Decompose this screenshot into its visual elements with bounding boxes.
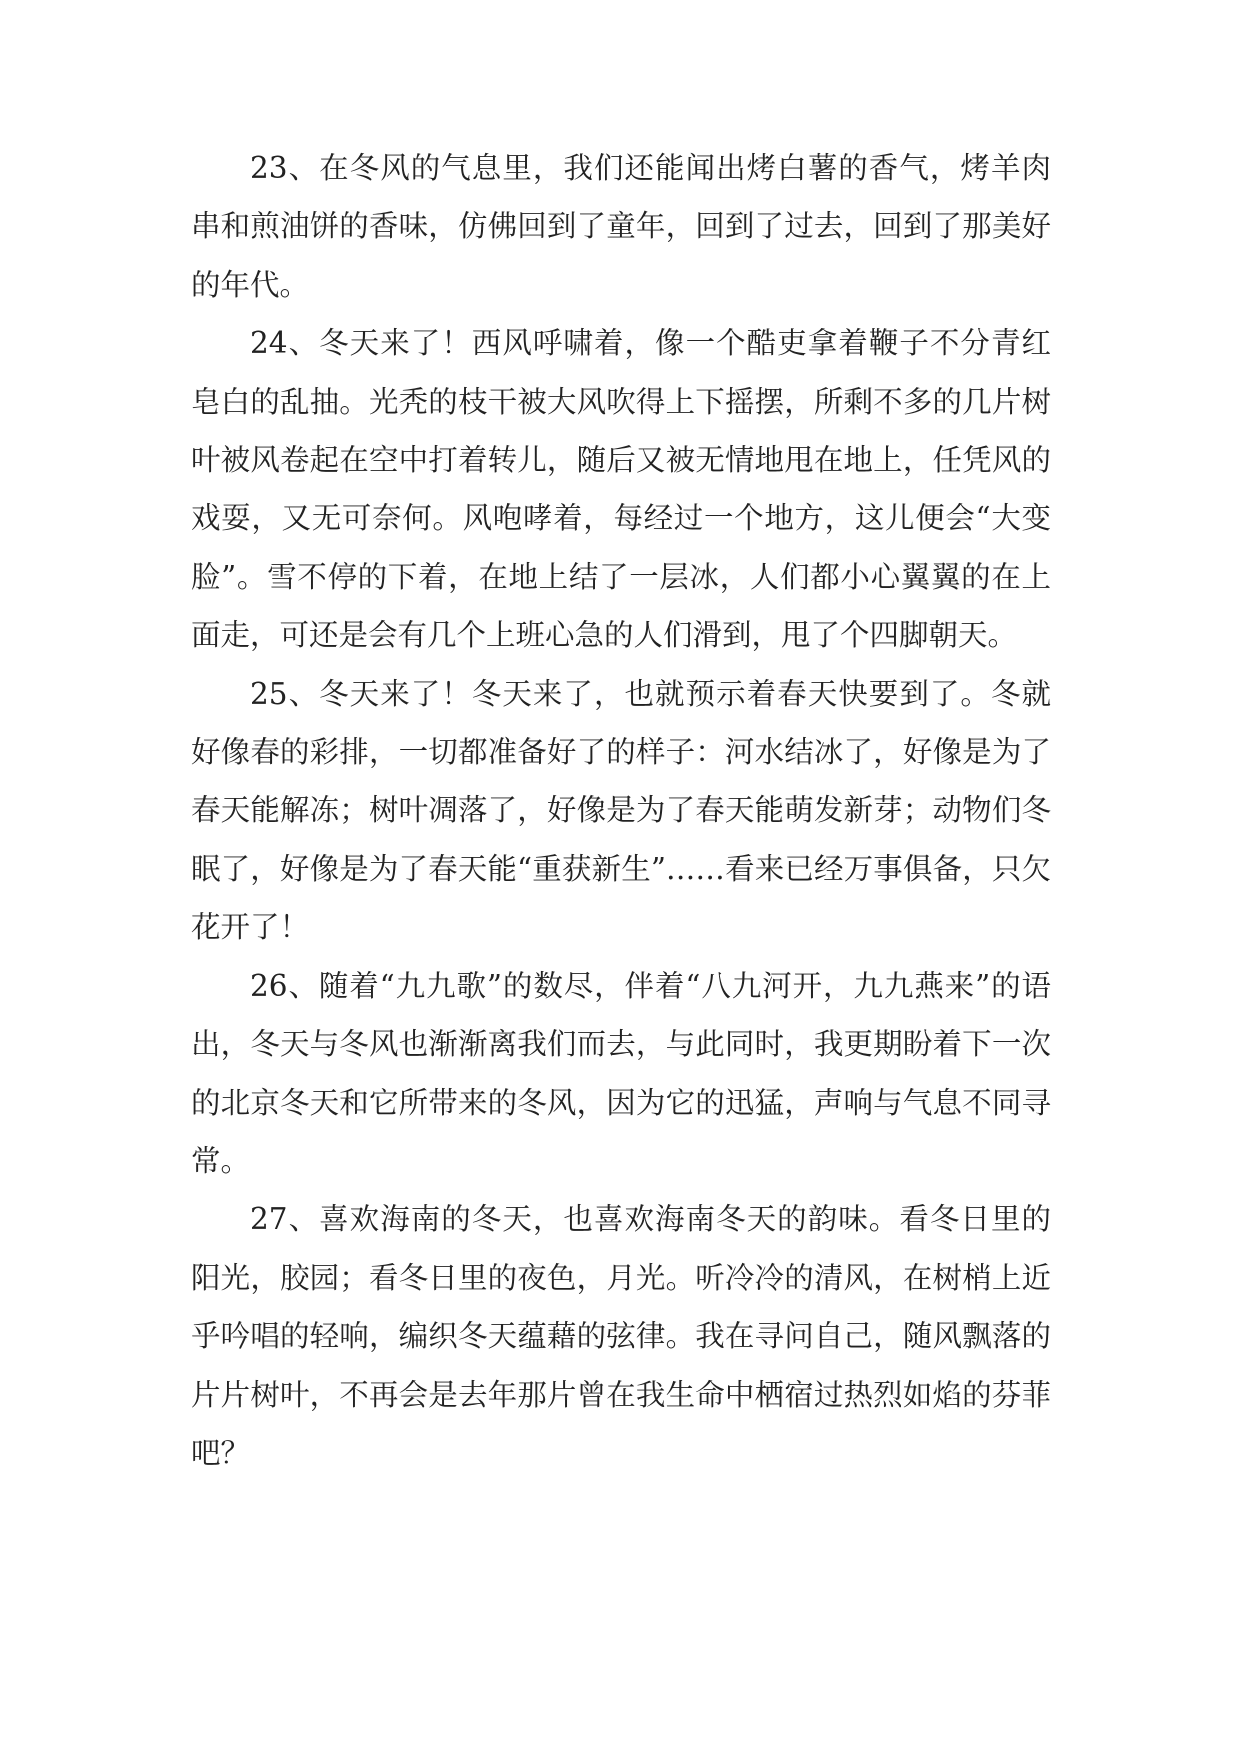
paragraph-25: 25、冬天来了！冬天来了，也就预示着春天快要到了。冬就好像春的彩排，一切都准备好了的样子：河水结冰了，好像是为了春天能解冻；树叶凋落了，好像是为了春天能萌发新芽；动物们冬眠了，好像是为了春天能“重获新生”……看来已经万事俱备，只欠花开了！ <box>191 676 1051 945</box>
paragraph-27: 27、喜欢海南的冬天，也喜欢海南冬天的韵味。看冬日里的阳光，胶园；看冬日里的夜色，月光。听冷冷的清风，在树梢上近乎吟唱的轻响，编织冬天蕴藉的弦律。我在寻问自己，随风飘落的片片树叶，不再会是去年那片曾在我生命中栖宿过热烈如焰的芬菲吧？ <box>191 1202 1051 1470</box>
paragraph-24: 24、冬天来了！西风呼啸着，像一个酷吏拿着鞭子不分青红皂白的乱抽。光秃的枝干被大风吹得上下摇摆，所剩不多的几片树叶被风卷起在空中打着转儿，随后又被无情地甩在地上，任凭风的戏耍，又无可奈何。风咆哮着，每经过一个地方，这儿便会“大变脸”。雪不停的下着，在地上结了一层冰，人们都小心翼翼的在上面走，可还是会有几个上班心急的人们滑到，甩了个四脚朝天。 <box>191 326 1051 653</box>
paragraph-26: 26、随着“九九歌”的数尽，伴着“八九河开，九九燕来”的语出，冬天与冬风也渐渐离我们而去，与此同时，我更期盼着下一次的北京冬天和它所带来的冬风，因为它的迅猛，声响与气息不同寻常。 <box>191 968 1051 1178</box>
document-body <box>191 139 1051 1482</box>
paragraph-23: 23、在冬风的气息里，我们还能闻出烤白薯的香气，烤羊肉串和煎油饼的香味，仿佛回到了童年，回到了过去，回到了那美好的年代。 <box>191 151 1051 302</box>
